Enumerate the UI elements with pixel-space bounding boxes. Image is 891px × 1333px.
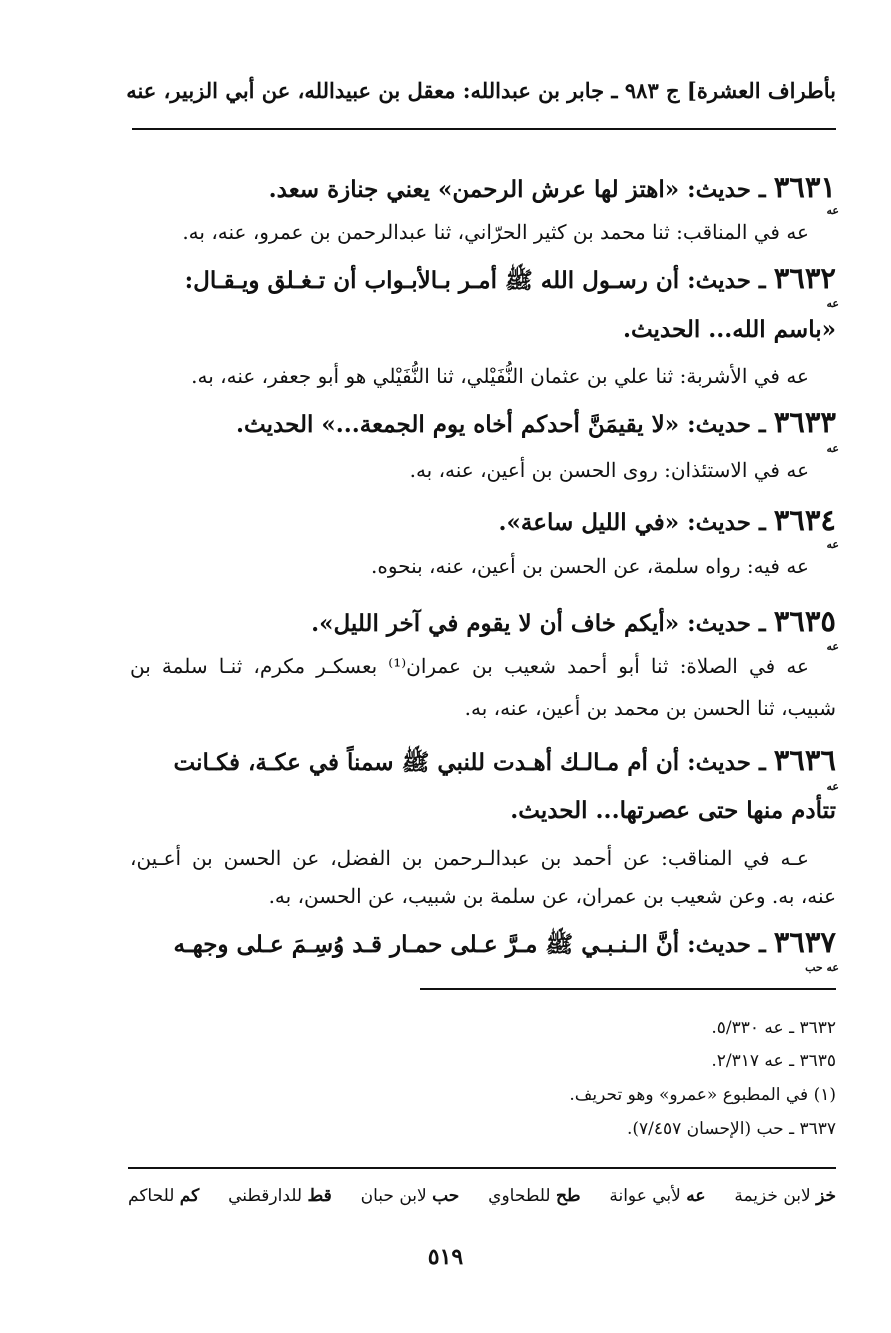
legend-name: لابن خزيمة xyxy=(734,1186,811,1206)
source-line: عه في الاستئذان: روى الحسن بن أعين، عنه، به. xyxy=(409,458,809,482)
header-volume: بأطراف العشرة] ج ٣ xyxy=(647,78,836,103)
legend-name: لابن حبان xyxy=(360,1186,427,1206)
source-line: عنه، به. وعن شعيب بن عمران، عن سلمة بن شبيب، عن الحسن، به. xyxy=(268,884,836,908)
source-symbol: عه xyxy=(826,442,839,455)
footnote: ٣٦٣٢ ـ عه ٥/٣٣٠. xyxy=(711,1018,836,1038)
hadith-entry-heading xyxy=(130,743,836,782)
hadith-text: ـ حديث: أنَّ الـنـبـي ﷺ مـرَّ عـلى حمـار قـد وُسِـمَ عـلى وجهـه xyxy=(173,931,774,958)
legend-code: حب xyxy=(432,1186,460,1206)
hadith-continuation: «باسم الله... الحديث. xyxy=(622,316,836,343)
footnote: ٣٦٣٧ ـ حب (الإحسان ٧/٤٥٧). xyxy=(626,1119,836,1139)
legend-item xyxy=(734,1186,836,1206)
hadith-entry-heading xyxy=(130,925,836,964)
hadith-text: ـ حديث: «لا يقيمَنَّ أحدكم أخاه يوم الجمعة...» الحديث. xyxy=(236,411,774,438)
source-line: عه فيه: رواه سلمة، عن الحسن بن أعين، عنه، بنحوه. xyxy=(370,554,809,578)
legend-item xyxy=(361,1186,460,1206)
legend-item xyxy=(228,1186,332,1206)
legend-code: قط xyxy=(307,1186,332,1206)
symbol-legend xyxy=(128,1186,836,1206)
legend-name: للحاكم xyxy=(128,1186,175,1206)
legend-item xyxy=(488,1186,580,1206)
footnote: (١) في المطبوع «عمرو» وهو تحريف. xyxy=(569,1085,836,1105)
legend-rule xyxy=(128,1167,836,1169)
source-symbol: عه xyxy=(826,538,839,551)
legend-item xyxy=(609,1186,705,1206)
legend-name: للطحاوي xyxy=(488,1186,551,1206)
legend-item xyxy=(128,1186,199,1206)
legend-code: عه xyxy=(686,1186,706,1206)
source-symbol: عه xyxy=(826,297,839,310)
source-symbol: عه xyxy=(826,780,839,793)
header-chapter: ٩٨ ـ جابر بن عبدالله: معقل بن عبيدالله، عن أبي الزبير، عنه xyxy=(126,78,648,103)
hadith-text: ـ حديث: أن رسـول الله ﷺ أمـر بـالأبـواب أن تـغـلق ويـقـال: xyxy=(184,267,774,294)
footnote-rule xyxy=(420,988,836,990)
source-line: عه في الصلاة: ثنا أبو أحمد شعيب بن عمران⁽¹⁾ بعسكـر مكرم، ثنـا سلمة بن xyxy=(130,654,809,678)
hadith-entry-heading xyxy=(130,503,836,537)
source-symbol: عه حب xyxy=(805,961,839,974)
source-line: عه في المناقب: ثنا محمد بن كثير الحرّاني، ثنا عبدالرحمن بن عمرو، عنه، به. xyxy=(182,220,809,244)
hadith-number: ٣٦٣١ xyxy=(773,170,836,204)
hadith-number: ٣٦٣٣ xyxy=(773,405,836,439)
source-symbol: عه xyxy=(826,204,839,217)
hadith-continuation: تتأدم منها حتى عصرتها... الحديث. xyxy=(510,797,836,824)
hadith-text: ـ حديث: «في الليل ساعة». xyxy=(498,509,774,536)
hadith-number: ٣٦٣٧ xyxy=(773,925,836,959)
page-number: ٥١٩ xyxy=(427,1244,464,1270)
hadith-number: ٣٦٣٥ xyxy=(773,604,836,638)
hadith-number: ٣٦٣٤ xyxy=(773,503,836,537)
source-symbol: عه xyxy=(826,640,839,653)
hadith-number: ٣٦٣٦ xyxy=(773,743,836,777)
hadith-entry-heading xyxy=(130,405,836,439)
legend-name: لأبي عوانة xyxy=(609,1186,681,1206)
running-header xyxy=(126,78,836,103)
legend-code: خز xyxy=(816,1186,836,1206)
hadith-entry-heading xyxy=(130,170,836,204)
source-line: شبيب، ثنا الحسن بن محمد بن أعين، عنه، به. xyxy=(464,696,836,720)
hadith-text: ـ حديث: أن أم مـالـك أهـدت للنبي ﷺ سمناً في عكـة، فكـانت xyxy=(173,749,774,776)
legend-code: كم xyxy=(179,1186,200,1206)
footnote: ٣٦٣٥ ـ عه ٢/٣١٧. xyxy=(711,1051,836,1071)
source-line: عـه في المناقب: عن أحمد بن عبدالـرحمن بن الفضل، عن الحسن بن أعـين، xyxy=(130,846,809,870)
hadith-text: ـ حديث: «أيكم خاف أن لا يقوم في آخر الليل». xyxy=(311,610,774,637)
hadith-text: ـ حديث: «اهتز لها عرش الرحمن» يعني جنازة سعد. xyxy=(268,176,774,203)
header-rule xyxy=(132,128,836,130)
legend-code: طح xyxy=(555,1186,581,1206)
hadith-entry-heading xyxy=(130,261,836,300)
hadith-entry-heading xyxy=(130,604,836,638)
hadith-number: ٣٦٣٢ xyxy=(773,261,836,295)
legend-name: للدارقطني xyxy=(228,1186,303,1206)
source-line: عه في الأشربة: ثنا علي بن عثمان النُّفَيْلي، ثنا النُّفَيْلي هو أبو جعفر، عنه، به. xyxy=(191,364,809,388)
